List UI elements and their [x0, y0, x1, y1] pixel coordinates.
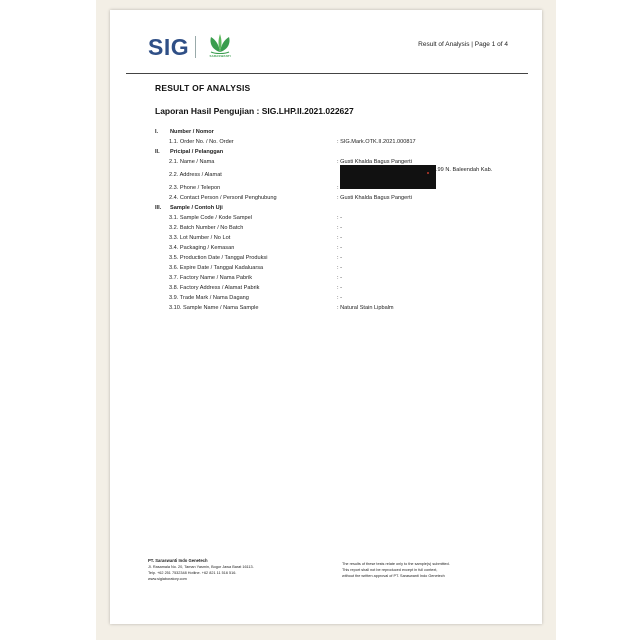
field-row: [155, 283, 535, 293]
document-title: RESULT OF ANALYSIS: [155, 83, 251, 93]
field-value: : SIG.Mark.OTK.II.2021.000817: [337, 139, 416, 145]
field-label: 2.2. Address / Alamat: [169, 172, 222, 178]
disclaimer-line: This report shall not be reproduced except in full context,: [342, 568, 438, 572]
field-label: 3.10. Sample Name / Nama Sample: [169, 305, 259, 311]
report-fields: [155, 127, 535, 313]
field-label: 3.6. Expire Date / Tanggal Kadaluarsa: [169, 265, 264, 271]
header-divider: [126, 73, 528, 74]
field-label: 3.8. Factory Address / Alamat Pabrik: [169, 285, 260, 291]
document-page: [110, 10, 542, 624]
field-value: : -: [337, 295, 342, 301]
field-row: [155, 253, 535, 263]
field-value: : -: [337, 215, 342, 221]
field-value: : -: [337, 245, 342, 251]
field-value: : Natural Stain Lipbalm: [337, 305, 394, 311]
field-value: .99 N. Baleendah Kab.: [436, 167, 493, 173]
field-row: [155, 137, 535, 147]
field-label: 3.5. Production Date / Tanggal Produksi: [169, 255, 268, 261]
field-label: 2.4. Contact Person / Personil Penghubung: [169, 195, 277, 201]
footer-address: Jl. Rasamala No. 20, Taman Yasmin, Bogor Jawa Barat 16113.: [148, 565, 254, 569]
field-value: : -: [337, 285, 342, 291]
field-value: : Gusti Khalda Bagus Pangerti: [337, 159, 412, 165]
field-label: 3.2. Batch Number / No Batch: [169, 225, 244, 231]
field-value: : Gusti Khalda Bagus Pangerti: [337, 195, 412, 201]
company-logo: [148, 32, 237, 62]
redaction-mark: [427, 172, 429, 174]
footer-contact: Telp. +62 251 7532348 Hotline. +62 821 11 516 516.: [148, 571, 237, 575]
footer-company-name: PT. Saraswanti Indo Genetech: [148, 558, 208, 563]
sub-logo-text: SARASWANTI: [209, 54, 231, 58]
field-label: 3.7. Factory Name / Nama Pabrik: [169, 275, 253, 281]
field-row: [155, 193, 535, 203]
field-value: :: [337, 185, 339, 191]
report-number: Laporan Hasil Pengujian : SIG.LHP.II.2021.022627: [155, 106, 354, 116]
field-row: [155, 273, 535, 283]
field-row: [155, 293, 535, 303]
disclaimer-line: without the written approval of PT. Saraswanti Indo Genetech: [342, 574, 445, 578]
section-header: II. Pricipal / Pelanggan: [155, 149, 224, 155]
field-value: : -: [337, 275, 342, 281]
field-row: [155, 233, 535, 243]
field-row: [155, 263, 535, 273]
company-footer: [148, 558, 328, 582]
footer-website[interactable]: www.siglaboratory.com: [148, 577, 187, 581]
sig-logo-text: SIG: [148, 33, 190, 60]
field-label: 3.1. Sample Code / Kode Sampel: [169, 215, 253, 221]
field-value: : -: [337, 225, 342, 231]
disclaimer-footer: [342, 561, 522, 579]
leaf-logo-icon: [203, 32, 237, 62]
field-row: [155, 213, 535, 223]
field-row: [155, 183, 535, 193]
field-row: [155, 223, 535, 233]
field-value: : -: [337, 265, 342, 271]
logo-divider: [195, 36, 196, 58]
field-label: 3.9. Trade Mark / Nama Dagang: [169, 295, 249, 301]
field-label: 2.1. Name / Nama: [169, 159, 215, 165]
field-label: 2.3. Phone / Telepon: [169, 185, 221, 191]
field-label: 3.4. Packaging / Kemasan: [169, 245, 235, 251]
page-indicator: Result of Analysis | Page 1 of 4: [418, 41, 508, 48]
field-value: : -: [337, 235, 342, 241]
field-row: [155, 167, 535, 183]
field-row: [155, 243, 535, 253]
field-row: [155, 303, 535, 313]
field-value: : -: [337, 255, 342, 261]
disclaimer-line: The results of these tests relate only to the sample(s) submitted.: [342, 562, 450, 566]
field-label: 1.1. Order No. / No. Order: [169, 139, 234, 145]
section-header: III. Sample / Contoh Uji: [155, 205, 223, 211]
section-header: I. Number / Nomor: [155, 129, 214, 135]
field-label: 3.3. Lot Number / No Lot: [169, 235, 231, 241]
